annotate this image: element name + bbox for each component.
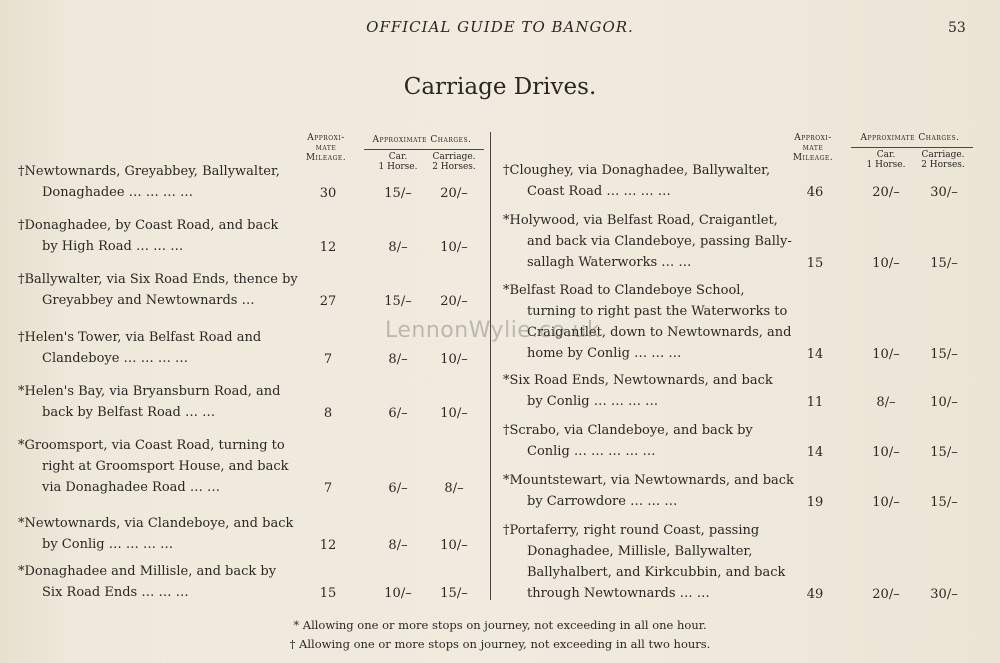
footnote-dagger: † Allowing one or more stops on journey, not exceeding in all two hours.: [289, 637, 711, 651]
carriage-charge-value: 10/–: [440, 352, 468, 367]
mileage-value: 7: [323, 352, 333, 367]
drive-description-line: †Cloughey, via Donaghadee, Ballywalter,: [503, 163, 771, 178]
mileage-value: 15: [806, 256, 824, 271]
drive-description: [503, 420, 788, 462]
carriage-charge-value: 15/–: [930, 347, 958, 362]
right-column: [503, 130, 977, 610]
car-header-line: 1 Horse.: [866, 160, 906, 170]
car-charge-value: 10/–: [872, 445, 900, 460]
drive-description-line: by High Road … … …: [42, 239, 184, 254]
carriage-charge-value: 15/–: [930, 495, 958, 510]
drive-description-line: †Donaghadee, by Coast Road, and back: [18, 218, 279, 233]
carriage-charge-value: 10/–: [440, 406, 468, 421]
carriage-charge-value: 20/–: [440, 294, 468, 309]
drive-description-line: turning to right past the Waterworks to: [527, 304, 788, 319]
mileage-value: 7: [323, 481, 333, 496]
car-charge-value: 8/–: [388, 240, 408, 255]
mileage-value: 8: [323, 406, 333, 421]
drive-description-line: Ballyhalbert, and Kirkcubbin, and back: [527, 565, 786, 580]
mileage-header-line: mate: [315, 143, 337, 153]
drive-description: [18, 215, 298, 257]
car-charge-value: 15/–: [384, 294, 412, 309]
charges-rule: [851, 147, 973, 148]
carriage-charge-value: 15/–: [930, 445, 958, 460]
drive-description-line: Conlig … … … … …: [527, 444, 656, 459]
carriage-header-line: Carriage.: [432, 152, 476, 162]
drive-description-line: sallagh Waterworks … …: [527, 255, 692, 270]
drive-description: [503, 520, 788, 604]
drive-description-line: and back via Clandeboye, passing Bally-: [527, 234, 792, 249]
drive-description: [18, 513, 298, 555]
column-divider: [490, 132, 491, 600]
drive-description-line: right at Groomsport House, and back: [42, 459, 289, 474]
carriage-header-line: Carriage.: [921, 150, 965, 160]
drive-description-line: *Groomsport, via Coast Road, turning to: [18, 438, 285, 453]
car-charge-value: 10/–: [872, 495, 900, 510]
carriage-charge-value: 15/–: [440, 586, 468, 601]
running-header: OFFICIAL GUIDE TO BANGOR.: [366, 18, 634, 36]
carriage-header-line: 2 Horses.: [921, 160, 965, 170]
carriage-header: [915, 150, 971, 170]
mileage-header: [781, 133, 845, 163]
drive-description-line: Donaghadee … … … …: [42, 185, 194, 200]
drive-description-line: Six Road Ends … … …: [42, 585, 189, 600]
drive-description: [18, 269, 298, 311]
carriage-charge-value: 30/–: [930, 185, 958, 200]
mileage-value: 46: [806, 185, 824, 200]
drive-description-line: †Ballywalter, via Six Road Ends, thence by: [18, 272, 298, 287]
drive-description: [503, 470, 794, 512]
mileage-header-line: mate: [802, 143, 824, 153]
drive-description-line: back by Belfast Road … …: [42, 405, 216, 420]
drive-description-line: *Newtownards, via Clandeboye, and back: [18, 516, 294, 531]
mileage-value: 49: [806, 587, 824, 602]
car-charge-value: 8/–: [876, 395, 896, 410]
car-header-line: 1 Horse.: [378, 162, 418, 172]
drive-description-line: †Scrabo, via Clandeboye, and back by: [503, 423, 753, 438]
charges-header: Approximate Charges.: [372, 135, 472, 145]
drive-description: [18, 435, 298, 498]
car-charge-value: 8/–: [388, 538, 408, 553]
mileage-header-line: Mileage.: [792, 153, 834, 163]
mileage-value: 14: [806, 445, 824, 460]
drive-description-line: by Carrowdore … … …: [527, 494, 678, 509]
car-charge-value: 10/–: [872, 256, 900, 271]
carriage-charge-value: 30/–: [930, 587, 958, 602]
footnote-single-star: * Allowing one or more stops on journey, not exceeding in all one hour.: [293, 618, 707, 632]
mileage-header-line: Mileage.: [305, 153, 347, 163]
drive-description-line: home by Conlig … … …: [527, 346, 682, 361]
mileage-value: 11: [806, 395, 824, 410]
left-column: [18, 130, 480, 610]
drive-description-line: Greyabbey and Newtownards …: [42, 293, 255, 308]
carriage-header-line: 2 Horses.: [432, 162, 476, 172]
drive-description-line: *Helen's Bay, via Bryansburn Road, and: [18, 384, 281, 399]
drive-description: [503, 160, 788, 202]
mileage-header: [296, 133, 356, 163]
car-charge-value: 8/–: [388, 352, 408, 367]
carriage-header: [428, 152, 480, 172]
mileage-value: 19: [806, 495, 824, 510]
car-charge-value: 6/–: [388, 481, 408, 496]
drive-description-line: Craigantlet, down to Newtownards, and: [527, 325, 792, 340]
drive-description: [18, 381, 298, 423]
drive-description-line: *Belfast Road to Clandeboye School,: [503, 283, 745, 298]
drive-description-line: *Donaghadee and Millisle, and back by: [18, 564, 277, 579]
charges-header: Approximate Charges.: [860, 133, 960, 143]
charges-rule: [364, 149, 484, 150]
drive-description: [503, 210, 792, 273]
mileage-value: 12: [319, 240, 337, 255]
car-charge-value: 20/–: [872, 587, 900, 602]
mileage-value: 14: [806, 347, 824, 362]
car-header-line: Car.: [876, 150, 896, 160]
car-header: [861, 150, 911, 170]
car-charge-value: 10/–: [872, 347, 900, 362]
carriage-charge-value: 15/–: [930, 256, 958, 271]
mileage-value: 12: [319, 538, 337, 553]
drive-description-line: †Portaferry, right round Coast, passing: [503, 523, 760, 538]
car-charge-value: 6/–: [388, 406, 408, 421]
mileage-value: 15: [319, 586, 337, 601]
drive-description-line: *Holywood, via Belfast Road, Craigantlet,: [503, 213, 778, 228]
car-charge-value: 20/–: [872, 185, 900, 200]
drive-description-line: Clandeboye … … … …: [42, 351, 188, 366]
drive-description-line: via Donaghadee Road … …: [42, 480, 220, 495]
carriage-charge-value: 20/–: [440, 186, 468, 201]
drive-description: [18, 561, 298, 603]
drive-description-line: Donaghadee, Millisle, Ballywalter,: [527, 544, 753, 559]
page-title: Carriage Drives.: [403, 74, 597, 100]
page-number: 53: [948, 20, 966, 36]
car-charge-value: 15/–: [384, 186, 412, 201]
drive-description-line: by Conlig … … … …: [527, 394, 659, 409]
mileage-value: 30: [319, 186, 337, 201]
drive-description-line: †Helen's Tower, via Belfast Road and: [18, 330, 262, 345]
mileage-value: 27: [319, 294, 337, 309]
mileage-header-line: Approxi-: [794, 133, 832, 143]
drive-description: [18, 161, 298, 203]
watermark: LennonWylie.co.uk: [385, 318, 601, 343]
drive-description-line: through Newtownards … …: [527, 586, 710, 601]
car-header-line: Car.: [388, 152, 408, 162]
drive-description-line: *Six Road Ends, Newtownards, and back: [503, 373, 773, 388]
car-charge-value: 10/–: [384, 586, 412, 601]
drive-description-line: *Mountstewart, via Newtownards, and back: [503, 473, 794, 488]
mileage-header-line: Approxi-: [307, 133, 345, 143]
drive-description-line: Coast Road … … … …: [527, 184, 671, 199]
carriage-charge-value: 10/–: [440, 538, 468, 553]
carriage-charge-value: 10/–: [440, 240, 468, 255]
drive-description-line: by Conlig … … … …: [42, 537, 174, 552]
carriage-charge-value: 10/–: [930, 395, 958, 410]
drive-description: [503, 370, 788, 412]
drive-description: [18, 327, 298, 369]
carriage-charge-value: 8/–: [444, 481, 464, 496]
car-header: [374, 152, 422, 172]
drive-description-line: †Newtownards, Greyabbey, Ballywalter,: [18, 164, 280, 179]
